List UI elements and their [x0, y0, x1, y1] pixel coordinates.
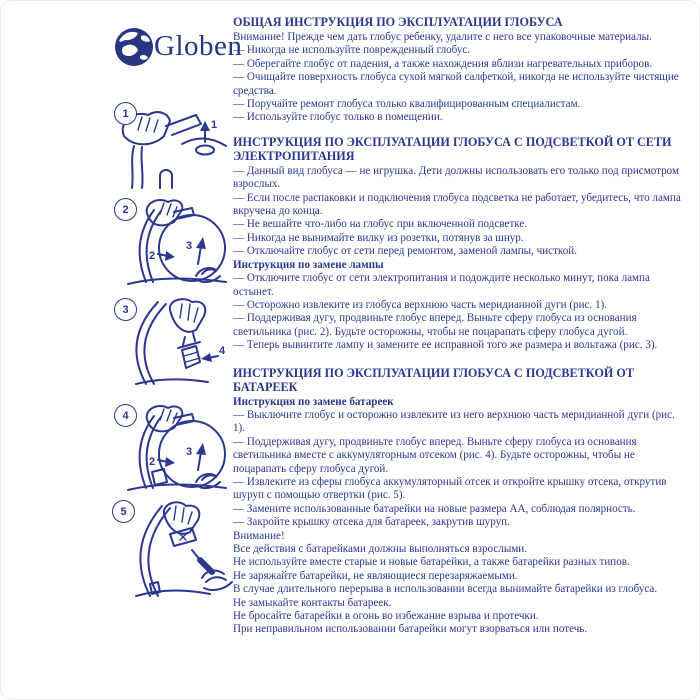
globen-logo — [110, 22, 242, 70]
arrow-label: 4 — [219, 345, 226, 357]
figure-number-badge: 4 — [114, 404, 137, 427]
brand-name: Globen — [154, 29, 243, 62]
instruction-line: — Очищайте поверхность глобуса сухой мягкой салфеткой, никогда не используйте чистящие средства. — [233, 71, 679, 97]
arrow-label: 2 — [149, 250, 156, 262]
figure-5 — [100, 498, 240, 606]
instruction-line: Все действия с батарейками должны выполняться взрослыми. — [233, 543, 528, 555]
instruction-line: — Поддерживая дугу, продвиньте глобус вперед. Выньте сферу глобуса из основания светильника вместе с аккумуляторным отсеком (рис. 4). Будьте осторожны, чтобы не поцарапать сферу глобуса дугой. — [233, 435, 637, 475]
instruction-line: В случае длительного перерыва в использовании всегда вынимайте батарейки из глобуса. — [233, 583, 658, 596]
figure-number-badge: 5 — [112, 500, 135, 523]
section-heading: ИНСТРУКЦИЯ ПО ЭКСПЛУАТАЦИИ ГЛОБУСА С ПОДСВЕТКОЙ ОТ БАТАРЕЕК — [233, 365, 634, 394]
instruction-line: — Поддерживая дугу, продвиньте глобус вперед. Выньте сферу глобуса из основания светильника (рис. 2). Будьте осторожны, чтобы не поцарапать сферу глобуса дугой. — [233, 312, 637, 338]
arrow-label: 3 — [186, 446, 193, 458]
section-battery-power — [233, 366, 684, 637]
instruction-line: — Используйте глобус только в помещении. — [233, 111, 443, 124]
instruction-line: Внимание! Прежде чем дать глобус ребенку, удалите с него все упаковочные материалы. — [233, 31, 652, 43]
section-heading: ИНСТРУКЦИЯ ПО ЭКСПЛУАТАЦИИ ГЛОБУСА С ПОДСВЕТКОЙ ОТ СЕТИ ЭЛЕКТРОПИТАНИЯ — [233, 134, 672, 163]
figure-4 — [102, 402, 228, 496]
figure-1 — [102, 100, 228, 194]
instruction-line: — Не вешайте что-либо на глобус при включенной подсветке. — [233, 218, 528, 231]
instructions-text-column — [233, 15, 684, 637]
instruction-line: — Оберегайте глобус от падения, а также нахождения вблизи нагревательных приборов. — [233, 57, 653, 70]
figure-number-badge: 2 — [114, 198, 137, 221]
arrow-label: 3 — [186, 240, 193, 252]
instruction-line: Не бросайте батарейки в огонь во избежание взрыва и протечки. — [233, 610, 539, 623]
instruction-line: — Отключите глобус от сети электропитания и подождите несколько минут, пока лампа остынет. — [233, 272, 650, 298]
instruction-line: Внимание! — [233, 529, 285, 542]
instruction-line: — Если после распаковки и подключения глобуса подсветка не работает, убедитесь, что лампа вкручена до конца. — [233, 191, 681, 218]
section-general — [233, 15, 684, 125]
instruction-line: — Выключите глобус и осторожно извлеките из него верхнюю часть меридианной дуги (рис. 1). — [233, 408, 675, 435]
instruction-line: Не замыкайте контакты батареек. — [233, 596, 392, 609]
instruction-line: — Осторожно извлеките из глобуса верхнюю часть меридианной дуги (рис. 1). — [233, 298, 607, 311]
globe-logo-icon — [110, 22, 158, 70]
instruction-line: — Никогда не используйте поврежденный глобус. — [233, 44, 471, 57]
instruction-line: — Данный вид глобуса — не игрушка. Дети должны использовать его только под присмотром взрослых. — [233, 164, 680, 191]
instruction-line: — Никогда не вынимайте вилку из розетки, потянув за шнур. — [233, 231, 524, 244]
subheading-lamp-replacement: Инструкция по замене лампы — [233, 258, 384, 271]
instruction-line: Не используйте вместе старые и новые батарейки, а также батарейки разных типов. — [233, 556, 630, 569]
figure-number-badge: 3 — [114, 298, 137, 321]
instruction-line: — Извлеките из сферы глобуса аккумуляторный отсек и откройте крышку отсека, открутив шуруп с помощью отвертки (рис. 5). — [233, 475, 667, 502]
arrow-label: 1 — [211, 119, 218, 131]
instruction-line: При неправильном использовании батарейки могут взорваться или потечь. — [233, 623, 588, 636]
figure-2 — [102, 196, 228, 290]
instruction-line: — Замените использованные батарейки на новые размера АА, соблюдая полярность. — [233, 502, 636, 515]
subheading-battery-replacement: Инструкция по замене батареек — [233, 395, 394, 408]
instruction-line: — Теперь вывинтите лампу и замените ее исправной того же размера и вольтажа (рис. 3). — [233, 339, 658, 352]
arrow-label: 2 — [149, 456, 156, 468]
section-mains-power — [233, 135, 684, 353]
figure-number-badge: 1 — [114, 102, 137, 125]
section-heading: ОБЩАЯ ИНСТРУКЦИЯ ПО ЭКСПЛУАТАЦИИ ГЛОБУСА — [233, 15, 563, 29]
instruction-line: — Отключайте глобус от сети перед ремонтом, заменой лампы, чисткой. — [233, 245, 578, 258]
instruction-line: — Закройте крышку отсека для батареек, закрутив шуруп. — [233, 516, 510, 529]
figure-3 — [102, 296, 228, 390]
instruction-line: Не заряжайте батарейки, не являющиеся перезаряжаемыми. — [233, 569, 518, 582]
instruction-line: — Поручайте ремонт глобуса только квалифицированным специалистам. — [233, 98, 581, 111]
